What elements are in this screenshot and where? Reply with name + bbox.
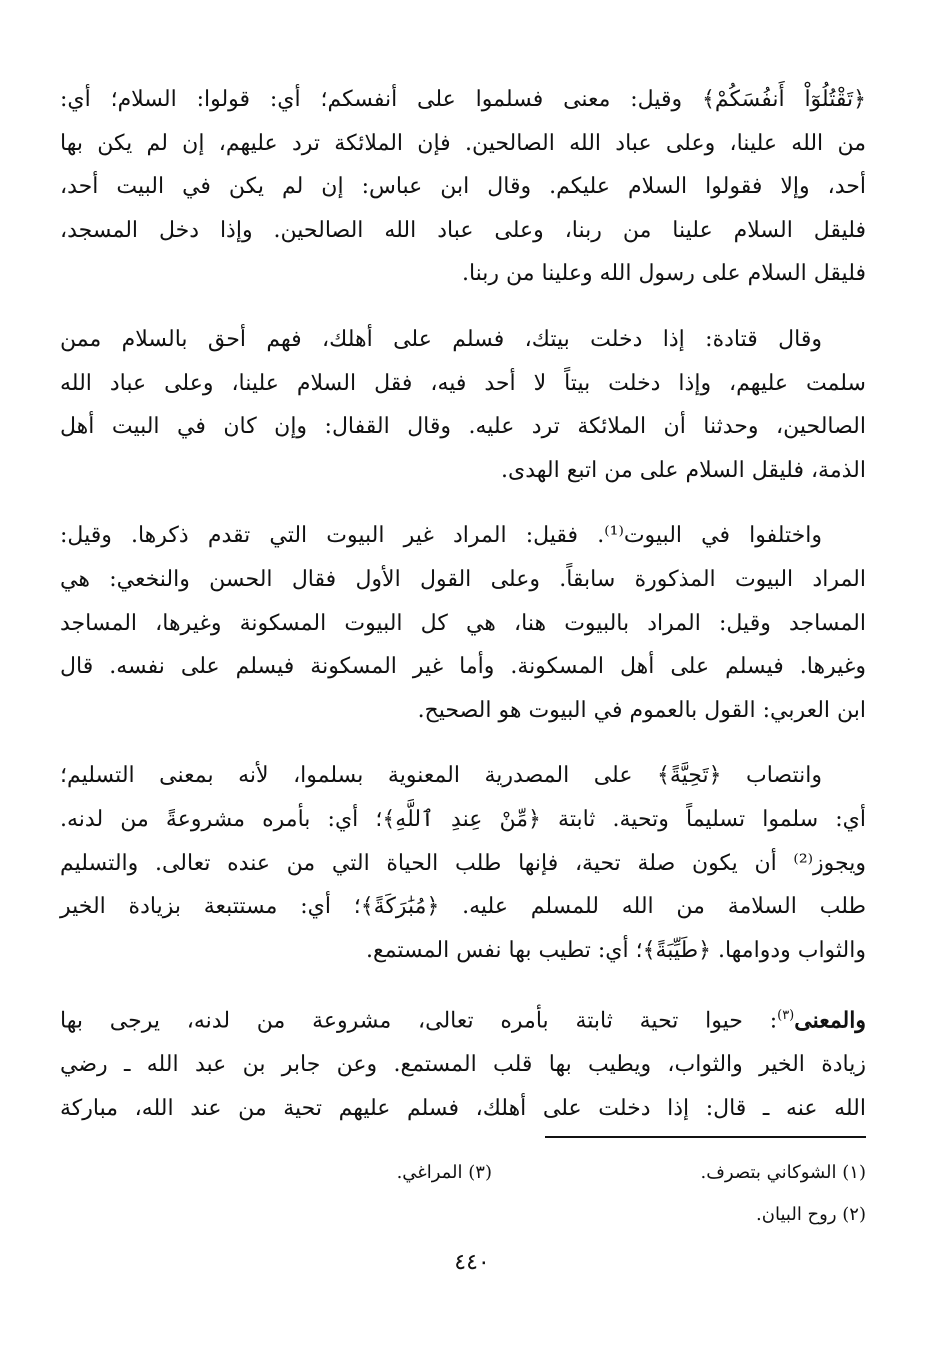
footnotes [60, 1152, 866, 1236]
footnote-row [60, 1152, 866, 1194]
text-line: طلب السلامة من الله للمسلم عليه. ﴿مُبَٰرَكَةً﴾؛ أي: مستتبعة بزيادة الخير [60, 894, 866, 920]
footnote-2: (٢) روح البيان. [756, 1204, 866, 1225]
footnote-divider [545, 1136, 866, 1138]
text-line: واختلفوا في البيوت⁽¹⁾. فقيل: المراد غير البيوت التي تقدم ذكرها. وقيل: [60, 523, 822, 549]
text-line: أي: سلموا تسليماً وتحية. ثابتة ﴿مِّنْ عِندِ ٱللَّهِ﴾؛ أي: بأمره مشروعةً من لدنه. [60, 806, 866, 832]
text-line: من الله علينا، وعلى عباد الله الصالحين. فإن الملائكة ترد عليهم، إن لم يكن بها [60, 130, 866, 156]
paragraph-3 [60, 514, 866, 732]
text-line: ﴿تَقْتُلُوٓاْ أَنفُسَكُمْ﴾ وقيل: معنى فسلموا على أنفسكم؛ أي: قولوا: السلام؛ أي: [60, 87, 866, 112]
footnote-3: (٣) المراغي. [396, 1162, 492, 1183]
text-line: الذمة، فليقل السلام على من اتبع الهدى. [501, 457, 866, 483]
bold-lead-word: والمعنى [794, 1007, 866, 1034]
paragraph-2 [60, 318, 866, 492]
text-line: سلمت عليهم، وإذا دخلت بيتاً لا أحد فيه، فقل السلام علينا، وعلى عباد الله [60, 370, 866, 396]
page-number: ٤٤٠ [454, 1250, 490, 1275]
text-line: المراد البيوت المذكورة سابقاً. وعلى القول الأول فقال الحسن والنخعي: هي [60, 566, 866, 592]
text-line: والثواب ودوامها. ﴿طَيِّبَةً﴾؛ أي: تطيب بها نفس المستمع. [366, 937, 866, 963]
text-line: أحد، وإلا فقولوا السلام عليكم. وقال ابن عباس: إن لم يكن في البيت أحد، [60, 174, 866, 200]
text-line: فليقل السلام على رسول الله وعلينا من ربنا. [461, 261, 866, 287]
text-line: ابن العربي: القول بالعموم في البيوت هو الصحيح. [417, 697, 866, 723]
text-line: وقال قتادة: إذا دخلت بيتك، فسلم على أهلك، فهم أحق بالسلام ممن [60, 326, 822, 352]
page-body [60, 78, 866, 1152]
text-line: وغيرها. فيسلم على أهل المسكونة. وأما غير المسكونة فيسلم على نفسه. قال [60, 654, 866, 680]
text-run: : حيوا تحية ثابتة بأمره تعالى، مشروعة من لدنه، يرجى بها [60, 1008, 778, 1034]
text-line: الصالحين، وحدثنا أن الملائكة ترد عليه. وقال القفال: وإن كان في البيت أهل [60, 414, 866, 440]
text-line: المساجد وقيل: المراد بالبيوت هنا، هي كل البيوت المسكونة وغيرها، المساجد [60, 610, 866, 636]
text-line: وانتصاب ﴿تَحِيَّةً﴾ على المصدرية المعنوية بسلموا، لأنه بمعنى التسليم؛ [60, 763, 822, 789]
text-line [60, 994, 866, 1043]
paragraph-5 [60, 994, 866, 1130]
text-line: ويجوز⁽²⁾ أن يكون صلة تحية، فإنها طلب الحياة التي من عنده تعالى. والتسليم [60, 850, 866, 876]
footnote-1: (١) الشوكاني بتصرف. [700, 1162, 866, 1183]
paragraph-1 [60, 78, 866, 296]
paragraph-4 [60, 754, 866, 972]
text-line: فليقل السلام علينا من ربنا، وعلى عباد الله الصالحين. وإذا دخل المسجد، [60, 217, 866, 243]
text-line: الله عنه ـ قال: إذا دخلت على أهلك، فسلم عليهم تحية من عند الله، مباركة [60, 1095, 866, 1121]
text-line: زيادة الخير والثواب، ويطيب بها قلب المستمع. وعن جابر بن عبد الله ـ رضي [60, 1052, 866, 1078]
footnote-ref: (٣) [777, 1008, 795, 1024]
footnote-row [60, 1194, 866, 1236]
